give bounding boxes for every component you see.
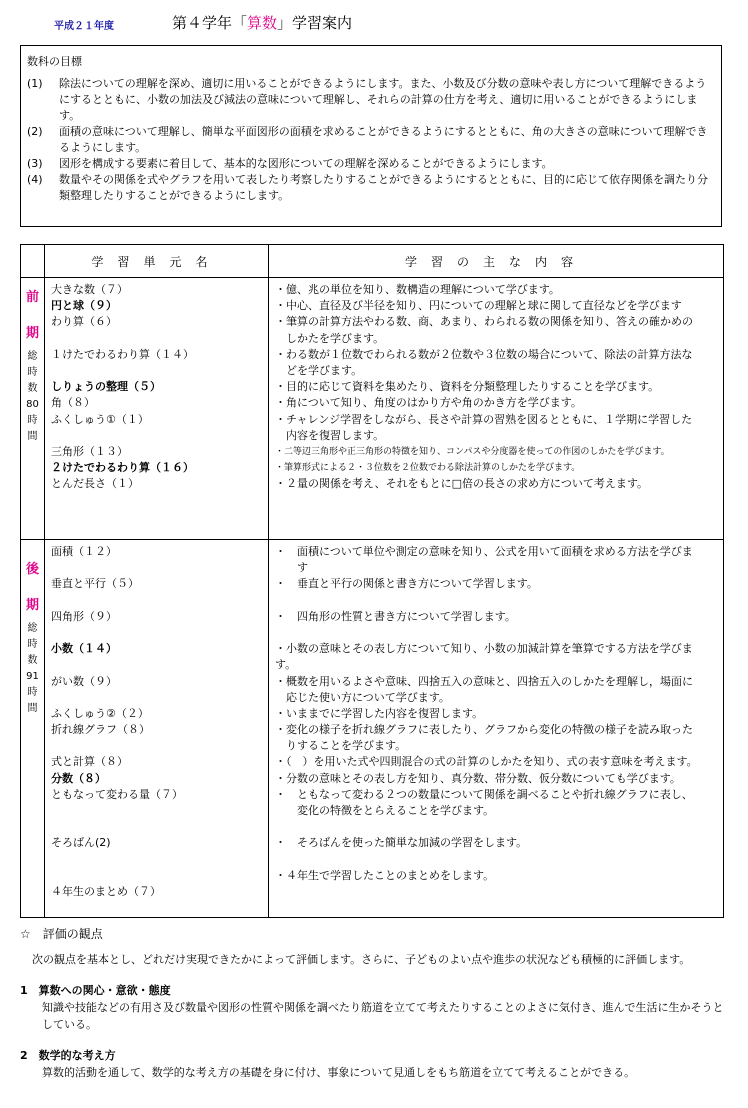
content-entry: ・億、兆の単位を知り、数構造の理解について学びます。	[275, 283, 560, 296]
content-entry: 変化の特徴をとらえることを学びます。	[275, 804, 495, 817]
first-semester-units	[45, 278, 269, 540]
goal-text: 面積の意味について理解し、簡単な平面図形の面積を求めることができるようにするとともに、角の大きさの意味について理解できるようにします。	[59, 125, 708, 154]
unit-entry: 式と計算（８）	[51, 755, 128, 769]
content-entry: ・ 四角形の性質と書き方について学習します。	[275, 609, 516, 623]
page-title	[172, 12, 352, 33]
unit-entry: そろばん(2)	[51, 836, 111, 850]
content-entry: ・変化の様子を折れ線グラフに表したり、グラフから変化の特徴の様子を読み取った	[275, 723, 693, 737]
unit-entry: ふくしゅう②（２）	[51, 706, 149, 720]
header-blank	[21, 245, 45, 278]
content-entry: ・ 面積について単位や測定の意味を知り、公式を用いて面積を求める方法を学びま	[275, 545, 693, 558]
goal-number: (1)	[27, 77, 43, 90]
semester-char-1: 前	[25, 290, 39, 305]
unit-entry: ともなって変わる量（７）	[51, 787, 183, 801]
unit-entry	[51, 593, 268, 609]
unit-entry: 折れ線グラフ（８）	[51, 723, 150, 737]
hours-char: 時	[27, 366, 38, 378]
unit-entry	[51, 738, 268, 754]
goal-item	[27, 156, 711, 172]
goal-text: 図形を構成する要素に着目して、基本的な図形についての理解を深めることができるようにします。	[59, 157, 553, 170]
unit-entry: 面積（１２）	[51, 545, 117, 558]
evaluation-section	[20, 926, 730, 1081]
first-semester-label	[21, 278, 45, 540]
unit-entry: 三角形（１３）	[51, 444, 128, 458]
subject-goals-box	[20, 45, 722, 227]
unit-entry	[51, 331, 268, 347]
unit-entry: ふくしゅう①（１）	[51, 412, 149, 426]
year-label: 平成２１年度	[54, 21, 114, 32]
content-entry: ・筆算の計算方法やわる数、商、あまり、わられる数の関係を知り、答えの確かめの	[275, 315, 693, 329]
content-entry: りすることを学びます。	[275, 739, 407, 753]
hours-char: 91	[26, 670, 39, 682]
content-entry: ・わる数が１位数でわられる数が２位数や３位数の場合について、除法の計算方法な	[275, 347, 693, 361]
content-entry: ・二等辺三角形や正三角形の特徴を知り、コンパスや分度器を使っての作図のしかたを学びます。	[275, 446, 670, 457]
evaluation-heading: ☆ 評価の観点	[20, 927, 103, 941]
evaluation-item-body: 算数的活動を通して、数学的な考え方の基礎を身に付け、事象について見通しをもち筋道を立てて考えることができる。	[42, 1066, 636, 1079]
evaluation-item-title: 1 算数への関心・意欲・態度	[20, 984, 171, 997]
goals-title: 数科の目標	[27, 55, 82, 68]
unit-entry: しりょうの整理（５）	[51, 380, 161, 394]
hours-char: 時	[27, 638, 38, 650]
goal-number: (4)	[27, 173, 43, 186]
units-table	[20, 244, 724, 918]
unit-entry: とんだ長さ（１）	[51, 477, 139, 491]
goal-item	[27, 76, 711, 124]
hours-char: 総	[27, 350, 38, 362]
title-prefix: 第４学年「	[172, 14, 248, 32]
evaluation-items	[20, 982, 730, 1081]
content-entry: す	[275, 561, 308, 575]
content-entry: ・概数を用いるよさや意味、四捨五入の意味と、四捨五入のしかたを理解し，場面に	[275, 674, 693, 688]
content-entry: ・角について知り、角度のはかり方や角のかき方を学びます。	[275, 396, 582, 410]
evaluation-item-body: 知識や技能などの有用さ及び数量や図形の性質や関係を調べたり筋道を立てて考えたりすることのよさに気付き、進んで生活に生かそうとしている。	[42, 1001, 724, 1031]
unit-entry	[51, 852, 268, 868]
content-entry: ・筆算形式による２・３位数を２位数でわる除法計算のしかたを学びます。	[275, 463, 581, 474]
unit-entry	[51, 428, 268, 444]
unit-entry	[51, 690, 268, 706]
second-semester-units	[45, 540, 269, 918]
hours-char: 間	[27, 430, 38, 442]
hours-char: 時	[27, 414, 38, 426]
semester-char-2: 期	[25, 326, 39, 342]
goal-text: 除法についての理解を深め、適切に用いることができるようにします。また、小数及び分数の意味や表し方について理解できるようにするとともに、小数の加法及び減法の意味について理解し、それらの計算の仕方を考え、適切に用いることができるようにします。	[59, 77, 707, 122]
unit-entry: ４年生のまとめ（７）	[51, 884, 161, 898]
first-semester-contents	[269, 278, 724, 540]
goal-text: 数量やその関係を式やグラフを用いて表したり考察したりすることができるようにするとともに、目的に応じて依存関係を調たり分類整理したりすることができるようにします。	[59, 173, 708, 202]
content-entry	[275, 884, 723, 900]
hours-char: 数	[27, 382, 38, 394]
unit-entry: 垂直と平行（５）	[51, 577, 139, 591]
content-entry: 応じた使い方について学びます。	[275, 690, 450, 704]
second-semester-contents	[269, 540, 724, 918]
unit-entry: 角（８）	[51, 396, 95, 410]
unit-entry	[51, 819, 268, 835]
content-entry: ・（ ）を用いた式や四則混合の式の計算のしかたを知り、式の表す意味を考えます。	[275, 755, 698, 769]
content-entry	[275, 852, 723, 868]
goal-number: (2)	[27, 125, 43, 138]
content-entry	[275, 819, 723, 835]
first-semester-hours	[21, 349, 44, 445]
semester-char-2: 期	[25, 598, 39, 614]
unit-entry	[51, 560, 268, 576]
second-semester-hours	[21, 621, 44, 717]
unit-entry	[51, 363, 268, 379]
evaluation-item-title: 2 数学的な考え方	[20, 1049, 116, 1062]
content-entry: ・ 垂直と平行の関係と書き方について学習します。	[275, 577, 538, 591]
unit-entry: わり算（６）	[51, 315, 117, 329]
unit-entry: 四角形（９）	[51, 609, 117, 623]
header-unit: 学習単元名	[45, 245, 269, 278]
goal-item	[27, 124, 711, 156]
content-entry: ・４年生で学習したことのまとめをします。	[275, 868, 495, 882]
header-content: 学習の主な内容	[269, 245, 724, 278]
table-header-row	[21, 245, 724, 278]
content-entry: しかたを学びます。	[275, 331, 385, 345]
unit-entry: １けたでわるわり算（１４）	[51, 347, 194, 361]
content-entry: ・小数の意味とその表し方について知り、小数の加減計算を筆算でする方法を学びま	[275, 642, 693, 656]
content-entry: ・ ともなって変わる２つの数量について関係を調べることや折れ線グラフに表し、	[275, 787, 693, 801]
first-semester-row	[21, 278, 724, 540]
unit-entry: 分数（８）	[51, 771, 106, 785]
content-entry: す。	[275, 658, 297, 672]
hours-char: 時	[27, 686, 38, 698]
content-entry	[275, 625, 723, 641]
hours-char: 総	[27, 622, 38, 634]
subject-name: 算数	[247, 14, 278, 32]
semester-char-1: 後	[25, 562, 39, 577]
goal-item	[27, 172, 711, 204]
content-entry	[275, 593, 723, 609]
content-entry: 内容を復習します。	[275, 428, 385, 442]
content-entry: ・分数の意味とその表し方を知り、真分数、帯分数、仮分数についても学びます。	[275, 771, 681, 785]
title-suffix: 」学習案内	[277, 14, 353, 32]
hours-char: 80	[26, 398, 39, 410]
hours-char: 数	[27, 654, 38, 666]
evaluation-item	[20, 982, 730, 1033]
unit-entry	[51, 868, 268, 884]
unit-entry	[51, 625, 268, 641]
unit-entry: がい数（９）	[51, 674, 117, 688]
unit-entry: 円と球（９）	[51, 299, 117, 313]
content-entry: ・チャレンジ学習をしながら、長さや計算の習熟を図るとともに、１学期に学習した	[275, 412, 693, 426]
second-semester-label	[21, 540, 45, 918]
goals-list	[27, 76, 711, 204]
unit-entry: 大きな数（７）	[51, 283, 128, 296]
content-entry: ・いままでに学習した内容を復習します。	[275, 706, 484, 720]
unit-entry	[51, 803, 268, 819]
evaluation-intro: 次の観点を基本とし、どれだけ実現できたかによって評価します。さらに、子どものよい点や進歩の状況なども積極的に評価します。	[32, 953, 691, 966]
content-entry: ・目的に応じて資料を集めたり、資料を分類整理したりすることを学びます。	[275, 380, 660, 394]
goal-number: (3)	[27, 157, 43, 170]
unit-entry: 小数（１４）	[51, 642, 117, 656]
content-entry: ・中心、直径及び半径を知り、円についての理解と球に関して直径などを学びます	[275, 299, 682, 313]
hours-char: 間	[27, 702, 38, 714]
second-semester-row	[21, 540, 724, 918]
unit-entry: ２けたでわるわり算（１６）	[51, 461, 194, 475]
content-entry: どを学びます。	[275, 363, 363, 377]
unit-entry	[51, 657, 268, 673]
evaluation-item	[20, 1047, 730, 1081]
content-entry: ・ そろばんを使った簡単な加減の学習をします。	[275, 836, 528, 850]
content-entry: ・２量の関係を考え、それをもとに□倍の長さの求め方について考えます。	[275, 477, 648, 491]
page-header	[54, 12, 654, 34]
